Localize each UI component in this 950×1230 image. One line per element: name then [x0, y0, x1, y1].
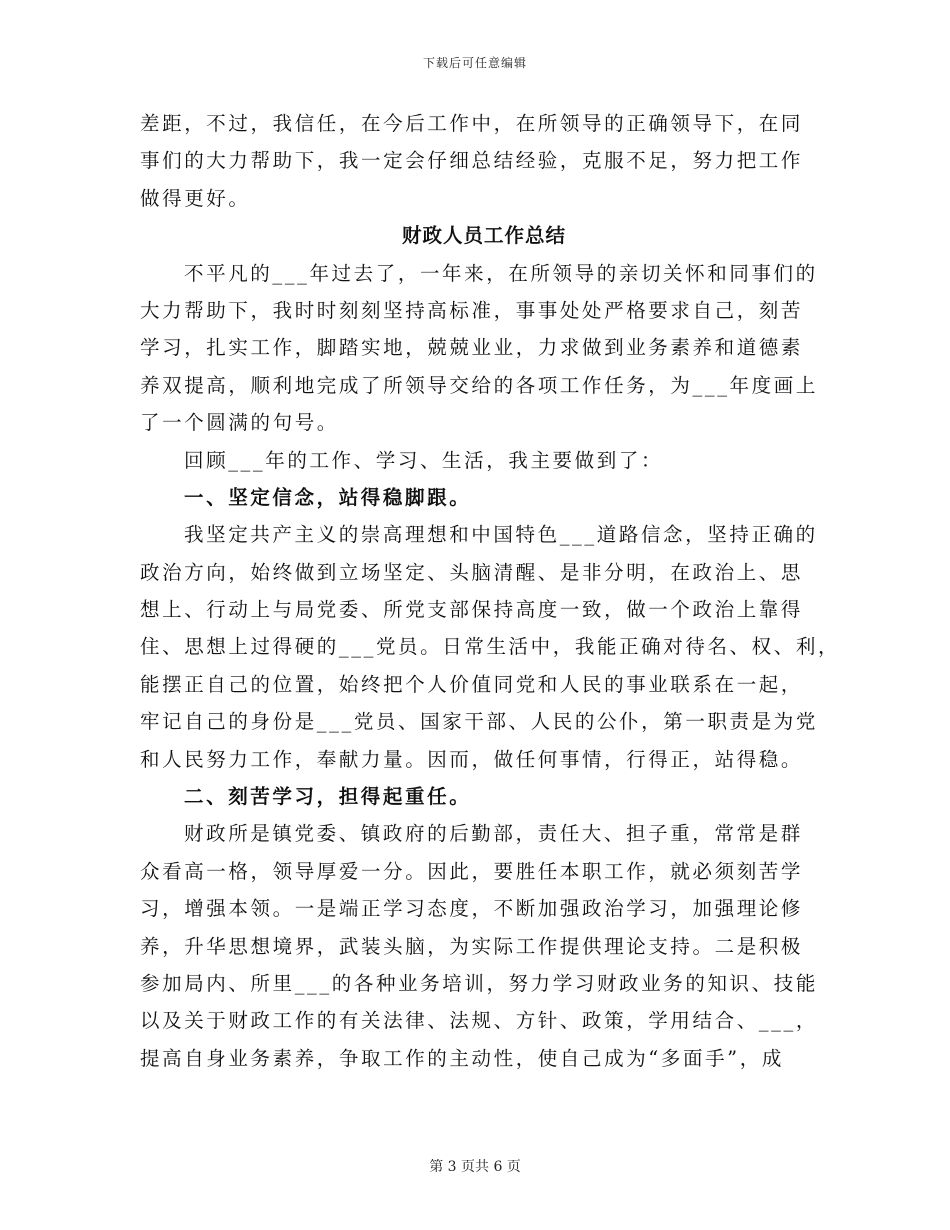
page-header: 下载后可任意编辑 — [422, 56, 527, 70]
paragraph-line: 提高自身业务素养，争取工作的主动性，使自己成为“多面手”，成 — [140, 1046, 784, 1070]
paragraph-line: 众看高一格，领导厚爱一分。因此，要胜任本职工作，就必须刻苦学 — [140, 859, 804, 883]
paragraph-line: 住、思想上过得硬的___党员。日常生活中，我能正确对待名、权、利， — [140, 635, 841, 659]
paragraph-line: 养双提高，顺利地完成了所领导交给的各项工作任务，为___年度画上 — [140, 373, 818, 397]
paragraph-line: 养，升华思想境界，武装头脑，为实际工作提供理论支持。二是积极 — [140, 934, 804, 958]
paragraph-line: 和人民努力工作，奉献力量。因而，做任何事情，行得正，站得稳。 — [140, 747, 804, 771]
section-heading: 一、坚定信念，站得稳脚跟。 — [184, 485, 472, 509]
paragraph-line: 事们的大力帮助下，我一定会仔细总结经验，克服不足，努力把工作 — [140, 149, 804, 173]
paragraph-line: 差距，不过，我信任，在今后工作中，在所领导的正确领导下，在同 — [140, 112, 804, 135]
paragraph-line: 财政所是镇党委、镇政府的后勤部，责任大、担子重，常常是群 — [184, 822, 803, 846]
document-body — [140, 105, 841, 1077]
paragraph-line: 学习，扎实工作，脚踏实地，兢兢业业，力求做到业务素养和道德素 — [140, 336, 804, 360]
paragraph-line: 能摆正自己的位置，始终把个人价值同党和人民的事业联系在一起， — [140, 672, 804, 696]
section-heading: 二、刻苦学习，担得起重任。 — [184, 785, 472, 809]
paragraph-line: 习，增强本领。一是端正学习态度，不断加强政治学习，加强理论修 — [140, 897, 804, 921]
paragraph-line: 大力帮助下，我时时刻刻坚持高标准，事事处处严格要求自己，刻苦 — [140, 298, 804, 322]
paragraph-line: 了一个圆满的句号。 — [140, 411, 339, 435]
paragraph-line: 不平凡的___年过去了，一年来，在所领导的亲切关怀和同事们的 — [184, 261, 818, 285]
paragraph-line: 政治方向，始终做到立场坚定、头脑清醒、是非分明，在政治上、思 — [140, 560, 804, 584]
paragraph-line: 做得更好。 — [140, 186, 251, 210]
paragraph-line: 回顾___年的工作、学习、生活，我主要做到了： — [184, 448, 664, 472]
paragraph-line: 以及关于财政工作的有关法律、法规、方针、政策，学用结合、___， — [140, 1009, 818, 1033]
paragraph-line: 参加局内、所里___的各种业务培训，努力学习财政业务的知识、技能 — [140, 971, 818, 995]
paragraph-line: 想上、行动上与局党委、所党支部保持高度一致，做一个政治上靠得 — [140, 598, 804, 622]
paragraph-line: 牢记自己的身份是___党员、国家干部、人民的公仆，第一职责是为党 — [140, 710, 818, 734]
page-footer: 第 3 页共 6 页 — [429, 1159, 521, 1175]
paragraph-line: 我坚定共产主义的崇高理想和中国特色___道路信念，坚持正确的 — [184, 523, 818, 547]
section-title: 财政人员工作总结 — [401, 224, 566, 248]
